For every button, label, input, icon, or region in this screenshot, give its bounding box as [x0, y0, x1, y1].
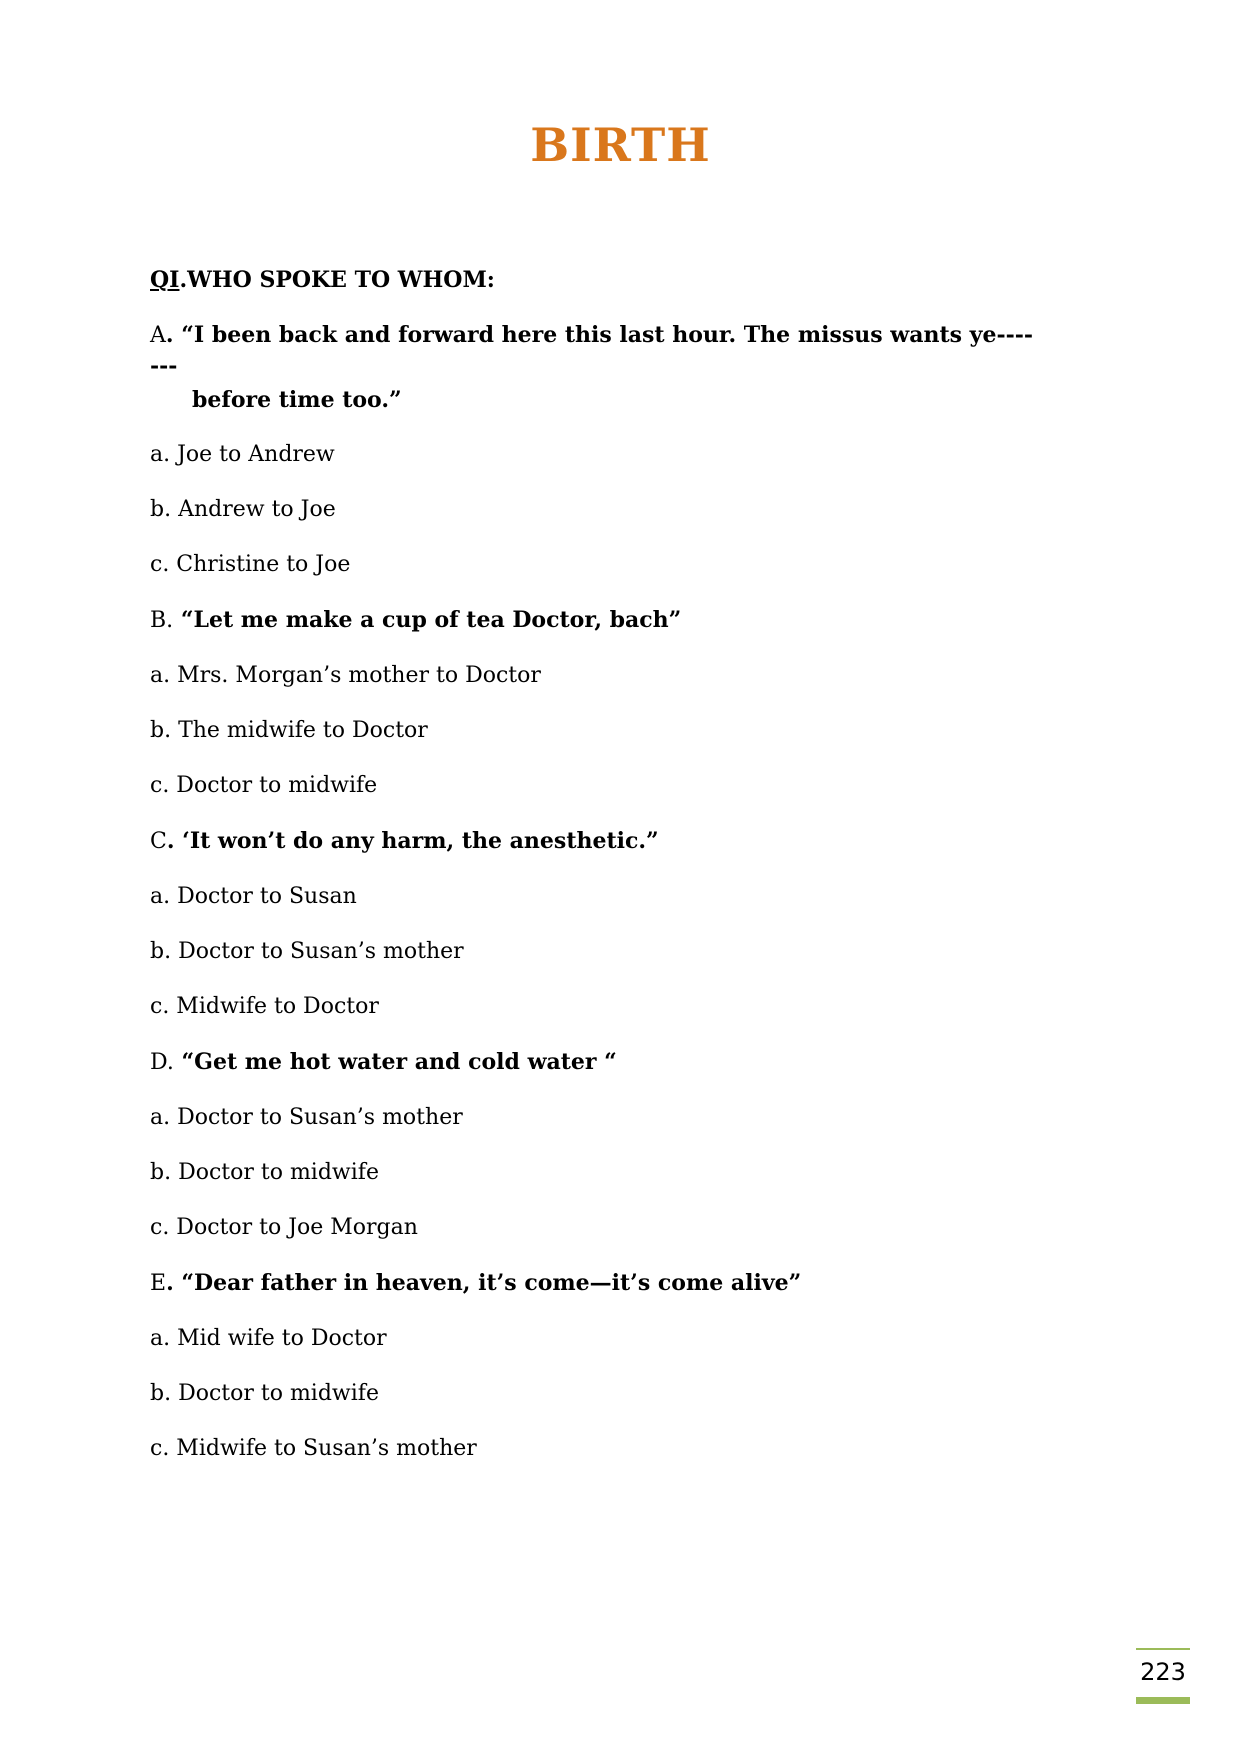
- answer-option: c. Doctor to midwife: [150, 773, 378, 798]
- answer-option: b. The midwife to Doctor: [150, 718, 428, 743]
- question-text: . “I been back and forward here this last hour. The missus wants ye----: [165, 322, 1033, 348]
- question-letter: E: [150, 1271, 167, 1296]
- question-text: . “Dear father in heaven, it’s come—it’s come alive”: [166, 1270, 802, 1296]
- question-text: “Get me hot water and cold water “: [173, 1049, 617, 1075]
- answer-option: a. Doctor to Susan: [150, 884, 357, 909]
- section-heading: [150, 265, 1100, 295]
- page-title: BIRTH: [530, 118, 711, 172]
- question-block-e: [150, 1268, 1100, 1464]
- question-text: . ‘It won’t do any harm, the anesthetic.”: [166, 828, 659, 854]
- question-letter: C: [150, 829, 167, 854]
- answer-option: c. Christine to Joe: [150, 552, 351, 577]
- answer-option: b. Doctor to midwife: [150, 1381, 379, 1406]
- answer-option: a. Joe to Andrew: [150, 442, 335, 467]
- question-block-b: [150, 605, 1100, 801]
- question-letter: B.: [150, 608, 174, 633]
- heading-text: .WHO SPOKE TO WHOM:: [179, 267, 495, 293]
- answer-option: b. Doctor to midwife: [150, 1160, 379, 1185]
- page-number: 223: [1140, 1658, 1186, 1686]
- page-number-box: [1136, 1648, 1190, 1704]
- question-text-continuation: before time too.”: [192, 387, 402, 413]
- question-c: [150, 826, 1100, 857]
- answer-option: a. Mid wife to Doctor: [150, 1326, 387, 1351]
- heading-number: QI: [150, 267, 180, 293]
- question-text: “Let me make a cup of tea Doctor, bach”: [173, 607, 682, 633]
- question-a: [150, 320, 1100, 415]
- question-letter: D.: [150, 1050, 174, 1075]
- answer-option: c. Midwife to Doctor: [150, 994, 379, 1019]
- answer-option: b. Doctor to Susan’s mother: [150, 939, 464, 964]
- question-section: [150, 265, 1100, 1489]
- answer-option: c. Doctor to Joe Morgan: [150, 1215, 418, 1240]
- question-block-d: [150, 1047, 1100, 1243]
- question-e: [150, 1268, 1100, 1299]
- question-text-continuation: ---: [150, 353, 178, 379]
- answer-option: c. Midwife to Susan’s mother: [150, 1436, 477, 1461]
- question-b: [150, 605, 1100, 636]
- question-d: [150, 1047, 1100, 1078]
- question-block-a: [150, 320, 1100, 580]
- answer-option: a. Doctor to Susan’s mother: [150, 1105, 463, 1130]
- answer-option: b. Andrew to Joe: [150, 497, 336, 522]
- question-block-c: [150, 826, 1100, 1022]
- question-letter: A: [150, 323, 166, 348]
- answer-option: a. Mrs. Morgan’s mother to Doctor: [150, 663, 541, 688]
